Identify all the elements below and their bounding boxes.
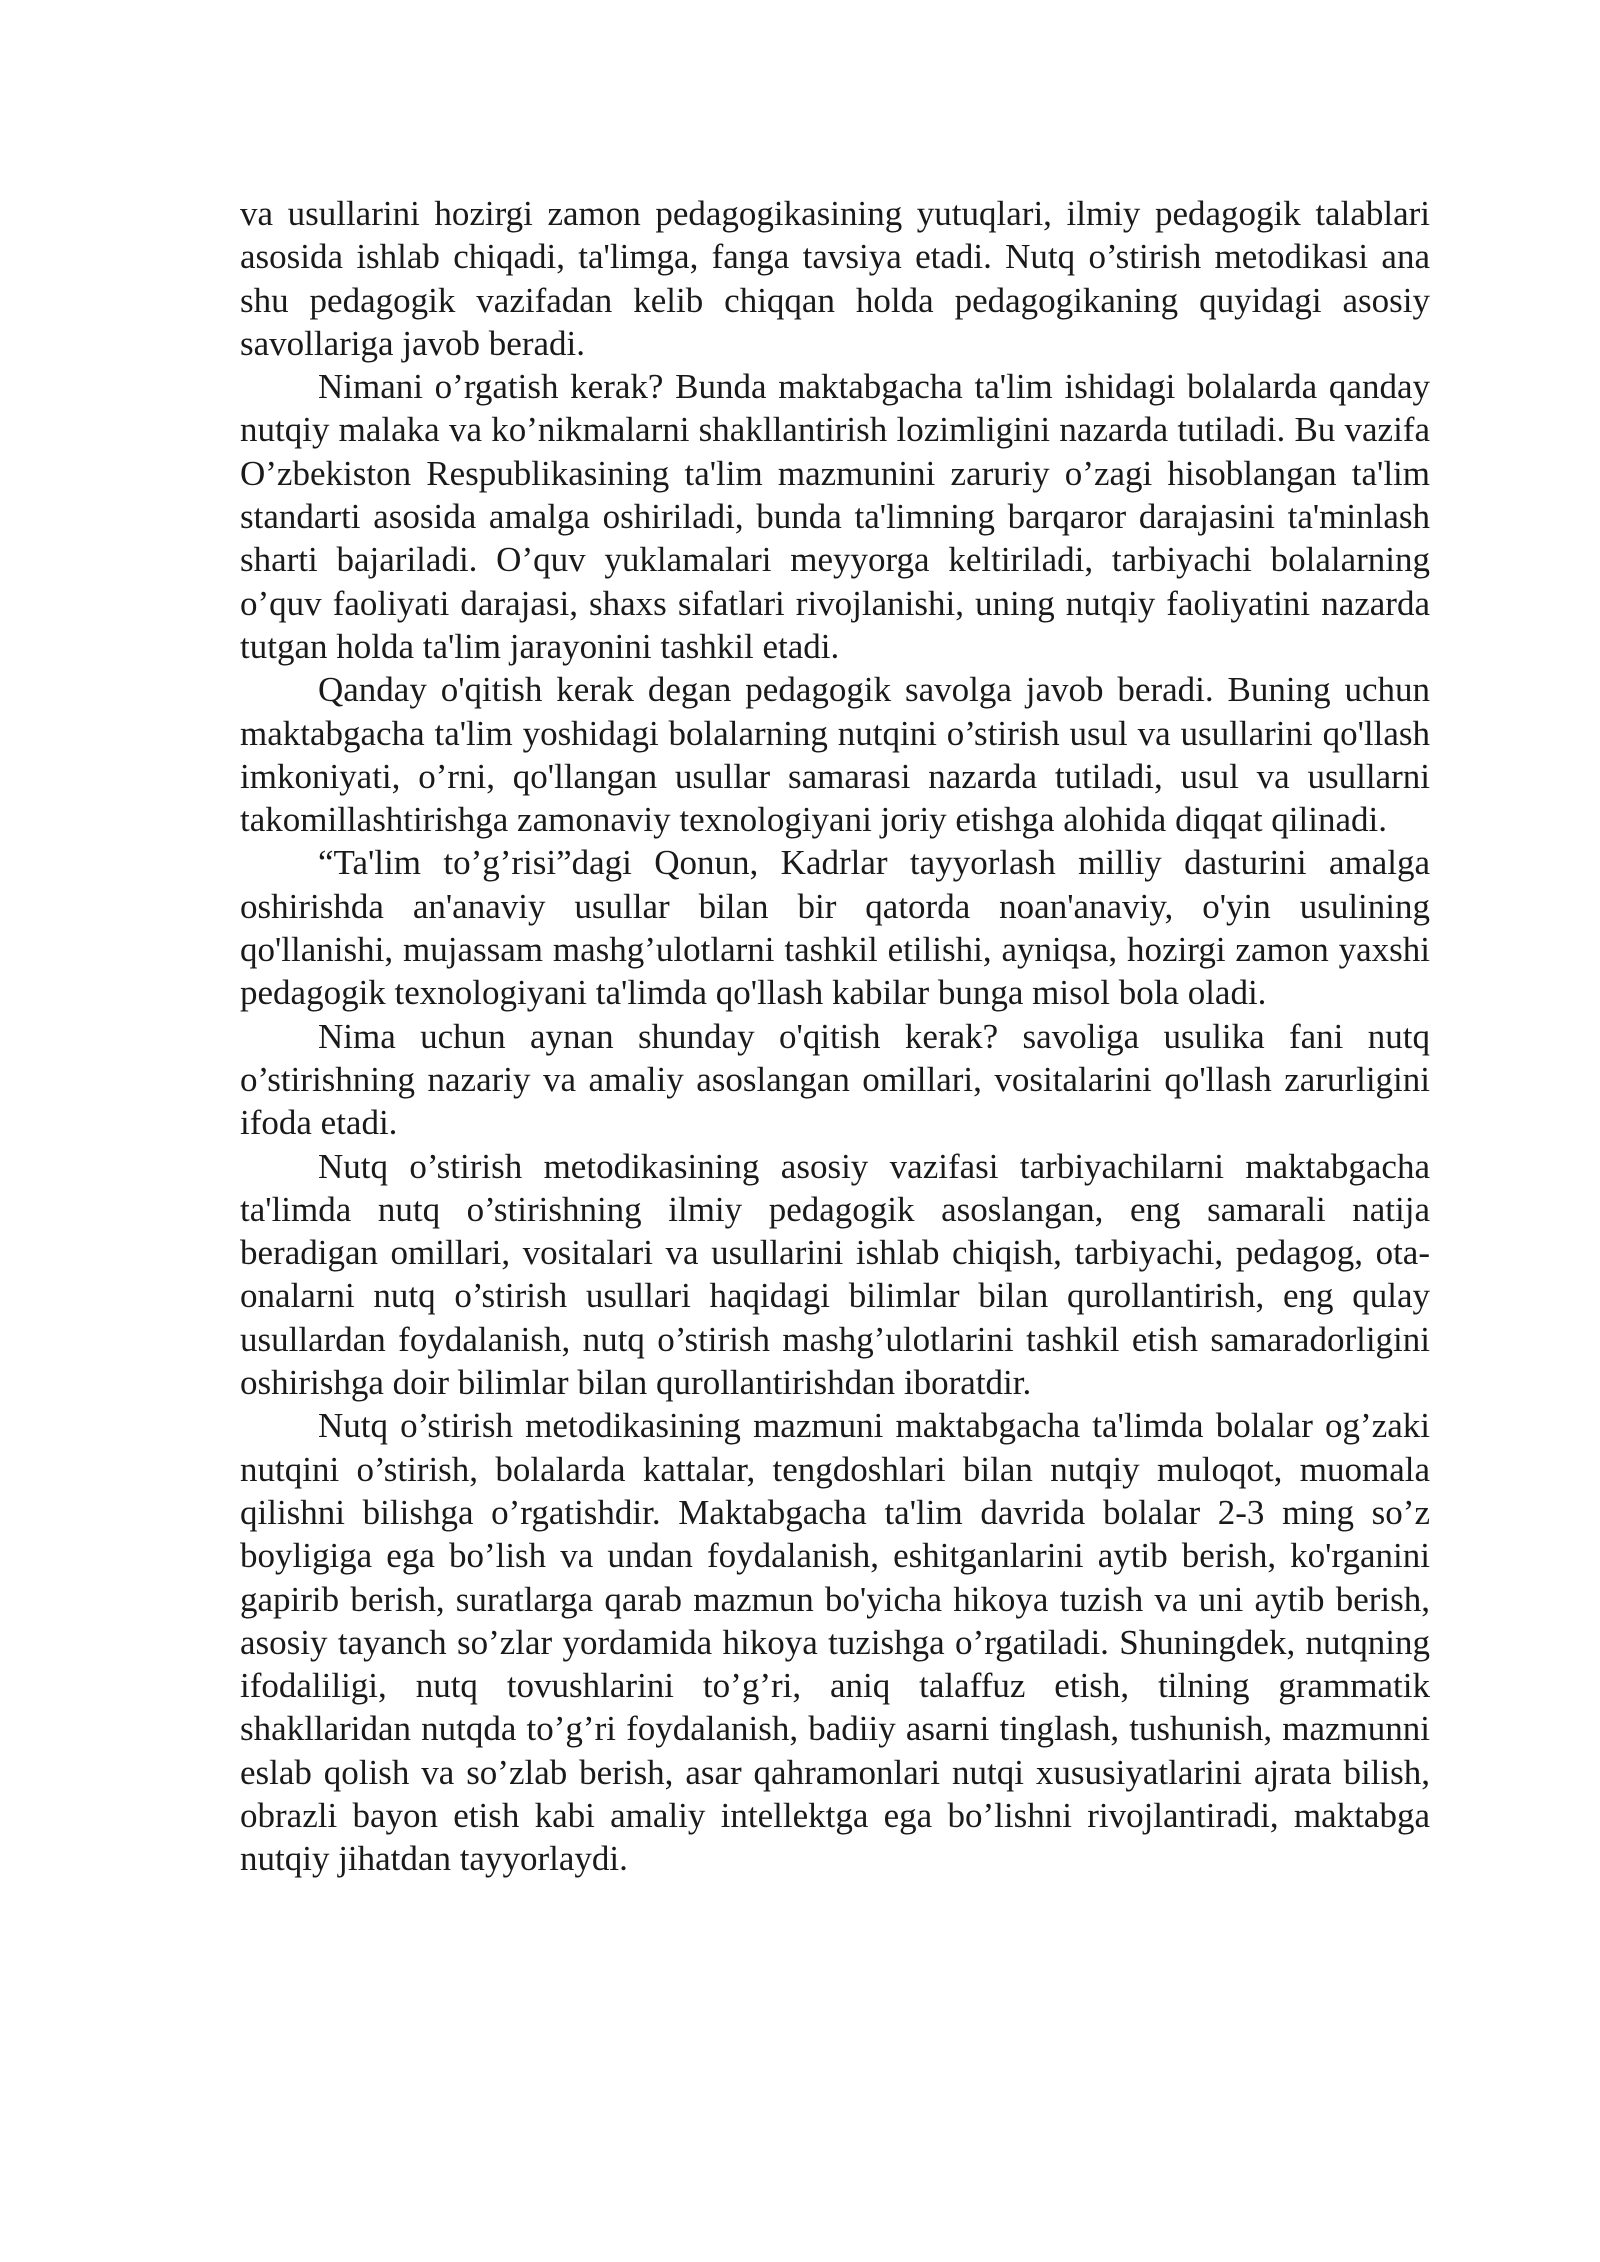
paragraph-nima-uchun: Nima uchun aynan shunday o'qitish kerak? savoliga usulika fani nutq o’stirishning nazariy va amaliy asoslangan omillari, vositalarini qo'llash zarurligini ifoda etadi. [240, 1016, 1430, 1143]
paragraph-nimani-orgatish: Nimani o’rgatish kerak? Bunda maktabgacha ta'lim ishidagi bolalarda qanday nutqiy malaka va ko’nikmalarni shakllantirish lozimligini nazarda tutiladi. Bu vazifa O’zbekiston Respublikasining ta'lim mazmunini zaruriy o’zagi hisoblangan ta'lim standarti asosida amalga oshiriladi, bunda ta'limning barqaror darajasini ta'minlash sharti bajariladi. O’quv yuklamalari meyyorga keltiriladi, tarbiyachi bolalarning o’quv faoliyati darajasi, shaxs sifatlari rivojlanishi, uning nutqiy faoliyatini nazarda tutgan holda ta'lim jarayonini tashkil etadi. [240, 367, 1430, 666]
paragraph-qanday-oqitish: Qanday o'qitish kerak degan pedagogik savolga javob beradi. Buning uchun maktabgacha ta'lim yoshidagi bolalarning nutqini o’stirish usul va usullarini qo'llash imkoniyati, o’rni, qo'llangan usullar samarasi nazarda tutiladi, usul va usullarni takomillashtirishga zamonaviy texnologiyani joriy etishga alohida diqqat qilinadi. [240, 670, 1430, 840]
paragraph-talim-togrisida-qonun: “Ta'lim to’g’risi”dagi Qonun, Kadrlar tayyorlash milliy dasturini amalga oshirishda an'anaviy usullar bilan bir qatorda noan'anaviy, o'yin usulining qo'llanishi, mujassam mashg’ulotlarni tashkil etilishi, ayniqsa, hozirgi zamon yaxshi pedagogik texnologiyani ta'limda qo'llash kabilar bunga misol bola oladi. [240, 843, 1430, 1013]
paragraph-asosiy-vazifasi: Nutq o’stirish metodikasining asosiy vazifasi tarbiyachilarni maktabgacha ta'limda nutq o’stirishning ilmiy pedagogik asoslangan, eng samarali natija beradigan omillari, vositalari va usullarini ishlab chiqish, tarbiyachi, pedagog, ota-onalarni nutq o’stirish usullari haqidagi bilimlar bilan qurollantirish, eng qulay usullardan foydalanish, nutq o’stirish mashg’ulotlarini tashkil etish samaradorligini oshirishga doir bilimlar bilan qurollantirishdan iboratdir. [240, 1146, 1430, 1403]
paragraph-continuation: va usullarini hozirgi zamon pedagogikasining yutuqlari, ilmiy pedagogik talablari asosida ishlab chiqadi, ta'limga, fanga tavsiya etadi. Nutq o’stirish metodikasi ana shu pedagogik vazifadan kelib chiqqan holda pedagogikaning quyidagi asosiy savollariga javob beradi. [240, 194, 1430, 363]
paragraph-metodika-mazmuni: Nutq o’stirish metodikasining mazmuni maktabgacha ta'limda bolalar og’zaki nutqini o’stirish, bolalarda kattalar, tengdoshlari bilan nutqiy muloqot, muomala qilishni bilishga o’rgatishdir. Maktabgacha ta'lim davrida bolalar 2-3 ming so’z boyligiga ega bo’lish va undan foydalanish, eshitganlarini aytib berish, ko'rganini gapirib berish, suratlarga qarab mazmun bo'yicha hikoya tuzish va uni aytib berish, asosiy tayanch so’zlar yordamida hikoya tuzishga o’rgatiladi. Shuningdek, nutqning ifodaliligi, nutq tovushlarini to’g’ri, aniq talaffuz etish, tilning grammatik shakllaridan nutqda to’g’ri foydalanish, badiiy asarni tinglash, tushunish, mazmunni eslab qolish va so’zlab berish, asar qahramonlari nutqi xususiyatlarini ajrata bilish, obrazli bayon etish kabi amaliy intellektga ega bo’lishni rivojlantiradi, maktabga nutqiy jihatdan tayyorlaydi. [240, 1406, 1430, 1879]
document-page [240, 192, 1430, 1881]
